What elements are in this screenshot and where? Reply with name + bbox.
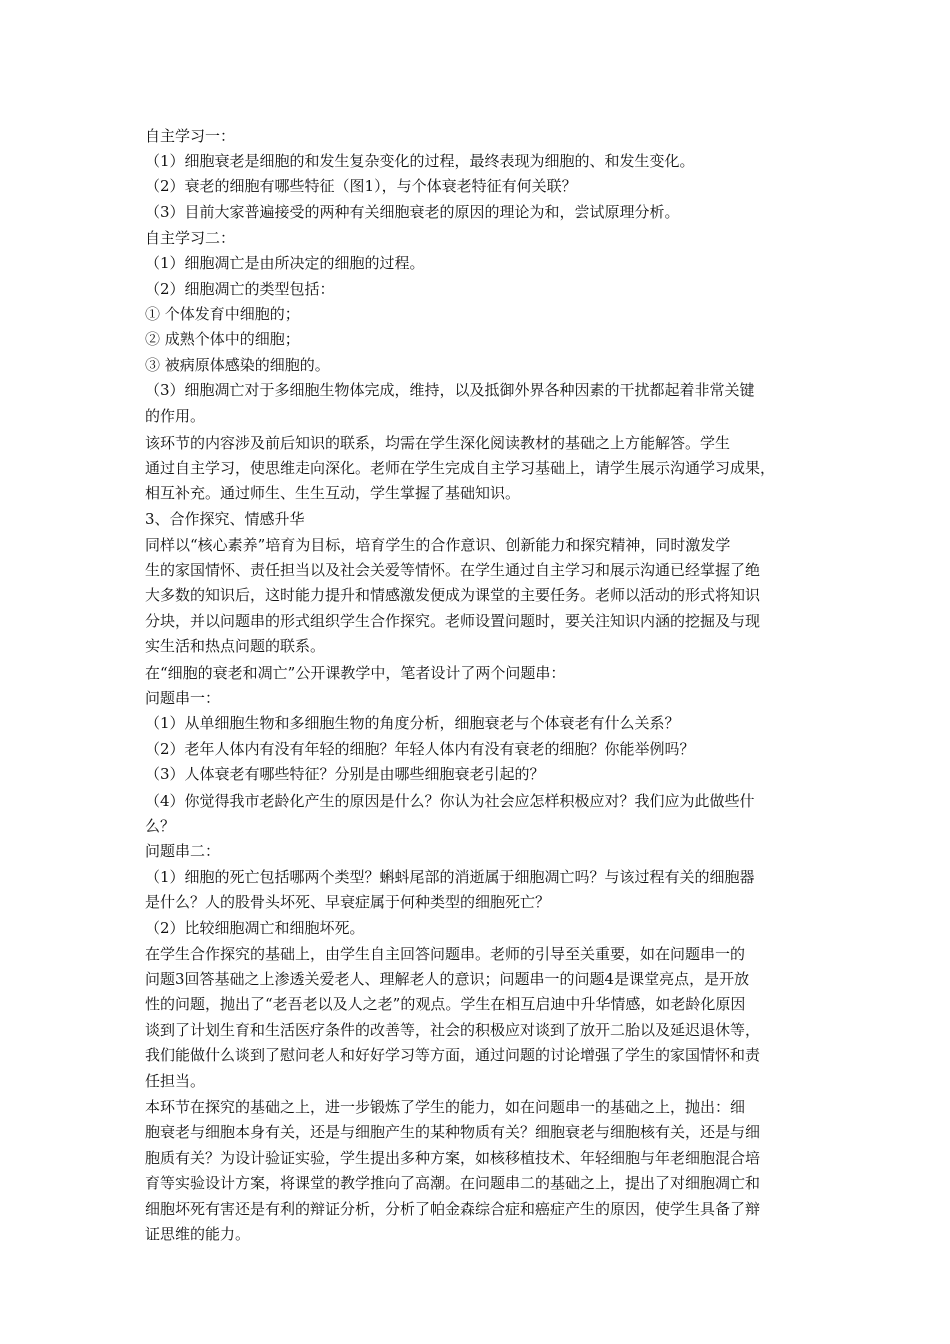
text-line: 在学生合作探究的基础上，由学生自主回答问题串。老师的引导至关重要，如在问题串一的 [145, 945, 746, 963]
text-line: 实生活和热点问题的联系。 [145, 637, 326, 655]
text-line: 证思维的能力。 [145, 1225, 251, 1243]
text-line: 问题3回答基础之上渗透关爱老人、理解老人的意识；问题串一的问题4是课堂亮点，是开放 [145, 970, 750, 988]
text-line: 性的问题，抛出了“老吾老以及人之老”的观点。学生在相互启迪中升华情感，如老龄化原因 [145, 995, 746, 1013]
text-line: 3、合作探究、情感升华 [145, 510, 305, 528]
text-line: （2）细胞凋亡的类型包括： [145, 280, 335, 298]
text-line: 在“细胞的衰老和凋亡”公开课教学中，笔者设计了两个问题串： [145, 664, 566, 682]
text-line: 相互补充。通过师生、生生互动，学生掌握了基础知识。 [145, 484, 521, 502]
text-line: 本环节在探究的基础之上，进一步锻炼了学生的能力，如在问题串一的基础之上，抛出：细 [145, 1098, 746, 1116]
text-line: （1）细胞凋亡是由所决定的细胞的过程。 [145, 254, 425, 272]
text-line: 育等实验设计方案，将课堂的教学推向了高潮。在问题串二的基础之上，提出了对细胞凋亡和 [145, 1174, 761, 1192]
text-line: 自主学习二： [145, 229, 236, 247]
text-line: ① 个体发育中细胞的； [145, 305, 300, 323]
text-line: （2）老年人体内有没有年轻的细胞？年轻人体内有没有衰老的细胞？你能举例吗？ [145, 740, 695, 758]
text-line: （2）比较细胞凋亡和细胞坏死。 [145, 919, 365, 937]
text-line: 任担当。 [145, 1072, 206, 1090]
text-line: （3）目前大家普遍接受的两种有关细胞衰老的原因的理论为和，尝试原理分析。 [145, 203, 680, 221]
text-line: 该环节的内容涉及前后知识的联系，均需在学生深化阅读教材的基础之上方能解答。学生 [145, 434, 731, 452]
text-line: ③ 被病原体感染的细胞的。 [145, 356, 330, 374]
text-line: ② 成熟个体中的细胞； [145, 330, 300, 348]
text-line: 生的家国情怀、责任担当以及社会关爱等情怀。在学生通过自主学习和展示沟通已经掌握了绝 [145, 561, 761, 579]
text-line: 是什么？人的股骨头坏死、早衰症属于何种类型的细胞死亡？ [145, 893, 551, 911]
text-line: 我们能做什么谈到了慰问老人和好好学习等方面，通过问题的讨论增强了学生的家国情怀和责 [145, 1046, 761, 1064]
text-line: （1）细胞的死亡包括哪两个类型？蝌蚪尾部的消逝属于细胞凋亡吗？与该过程有关的细胞器 [145, 868, 755, 886]
text-line: 大多数的知识后，这时能力提升和情感激发便成为课堂的主要任务。老师以活动的形式将知识 [145, 586, 761, 604]
text-line: 胞质有关？为设计验证实验，学生提出多种方案，如核移植技术、年轻细胞与年老细胞混合培 [145, 1149, 761, 1167]
text-line: （1）细胞衰老是细胞的和发生复杂变化的过程，最终表现为细胞的、和发生变化。 [145, 152, 695, 170]
text-line: （2）衰老的细胞有哪些特征（图1），与个体衰老特征有何关联？ [145, 177, 577, 195]
text-line: 通过自主学习，使思维走向深化。老师在学生完成自主学习基础上，请学生展示沟通学习成果， [145, 459, 776, 477]
text-line: （4）你觉得我市老龄化产生的原因是什么？你认为社会应怎样积极应对？我们应为此做些什 [145, 792, 755, 810]
text-line: 同样以“核心素养”培育为目标，培育学生的合作意识、创新能力和探究精神，同时激发学 [145, 536, 731, 554]
text-line: 细胞坏死有害还是有利的辩证分析，分析了帕金森综合症和癌症产生的原因，使学生具备了辩 [145, 1200, 761, 1218]
text-line: 的作用。 [145, 407, 206, 425]
text-line: （3）细胞凋亡对于多细胞生物体完成，维持，以及抵御外界各种因素的干扰都起着非常关键 [145, 381, 755, 399]
text-line: 问题串一： [145, 689, 221, 707]
text-line: 自主学习一： [145, 127, 236, 145]
text-line: 问题串二： [145, 842, 221, 860]
text-line: 么？ [145, 817, 176, 835]
text-line: （3）人体衰老有哪些特征？分别是由哪些细胞衰老引起的？ [145, 765, 545, 783]
text-line: 分块，并以问题串的形式组织学生合作探究。老师设置问题时，要关注知识内涵的挖掘及与现 [145, 612, 761, 630]
text-line: 胞衰老与细胞本身有关，还是与细胞产生的某种物质有关？细胞衰老与细胞核有关，还是与细 [145, 1123, 761, 1141]
text-line: （1）从单细胞生物和多细胞生物的角度分析，细胞衰老与个体衰老有什么关系？ [145, 714, 680, 732]
text-line: 谈到了计划生育和生活医疗条件的改善等，社会的积极应对谈到了放开二胎以及延迟退休等， [145, 1021, 761, 1039]
